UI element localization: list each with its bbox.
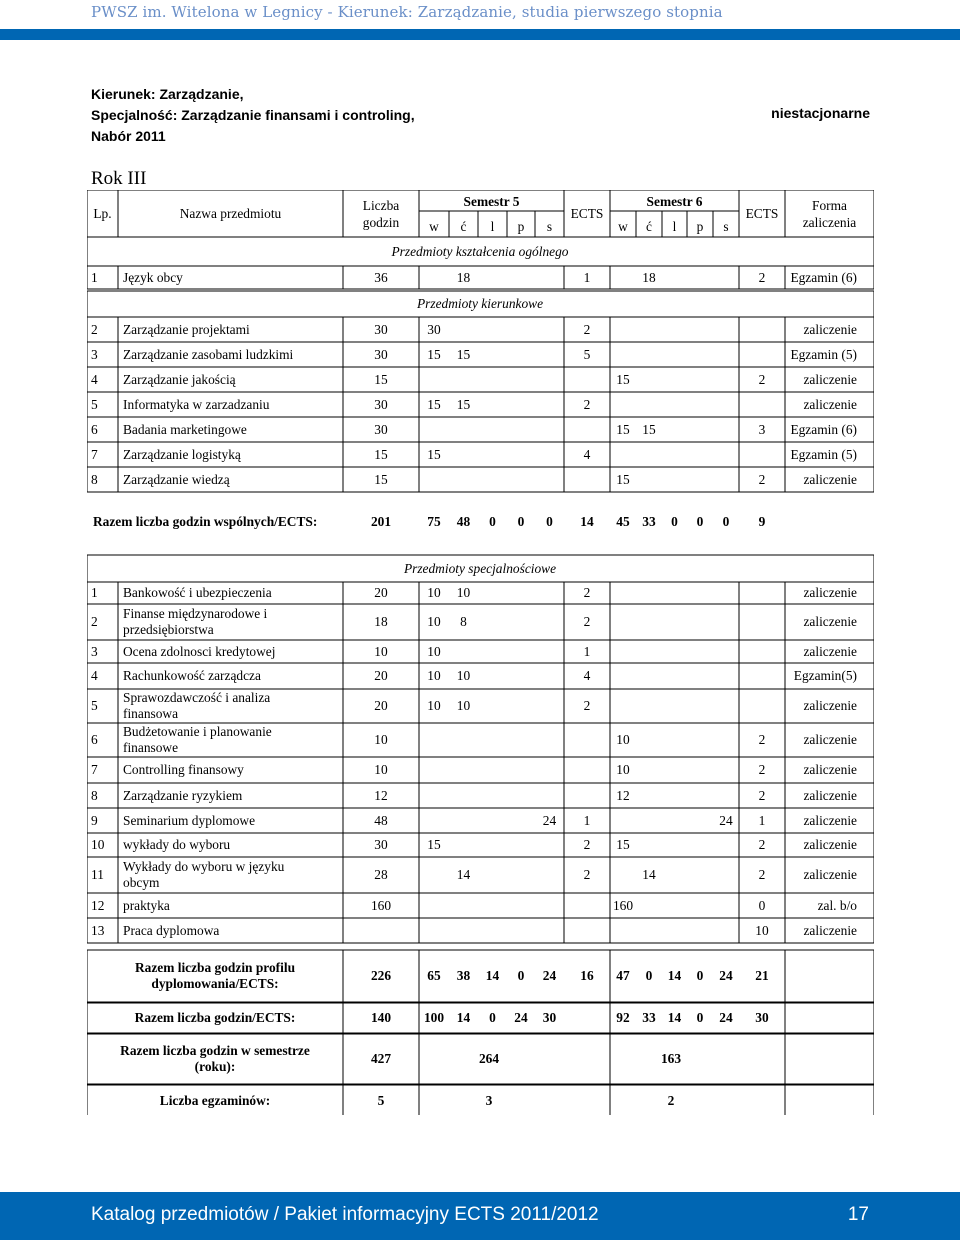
section-specialization: Przedmioty specjalnościowe bbox=[403, 560, 557, 576]
assessment-form: zaliczenie bbox=[803, 643, 857, 659]
subject-name: obcym bbox=[123, 875, 160, 890]
subject-name: Zarządzanie wiedzą bbox=[123, 471, 230, 487]
semester-5-hours: 14 bbox=[485, 968, 500, 983]
subject-name: Rachunkowość zarządcza bbox=[123, 668, 261, 683]
semester-5-hours: 10 bbox=[427, 614, 441, 629]
subject-name: Informatyka w zarzadzaniu bbox=[123, 396, 270, 412]
semester-6-hours: 15 bbox=[616, 837, 630, 852]
assessment-form: Egzamin (5) bbox=[790, 346, 857, 362]
row-number: 8 bbox=[91, 787, 98, 803]
semester-6-hours: 24 bbox=[719, 812, 733, 828]
row-number: 10 bbox=[91, 837, 105, 852]
row-number: 1 bbox=[91, 269, 98, 285]
subject-name: finansowe bbox=[123, 740, 179, 755]
subject-name: finansowa bbox=[123, 706, 179, 721]
semester-5-hours: 10 bbox=[456, 698, 471, 713]
page-header bbox=[0, 0, 960, 40]
semester-6-hours: 24 bbox=[719, 968, 733, 983]
ects-semester-5: 16 bbox=[580, 968, 594, 983]
semester-6-hours: 45 bbox=[616, 514, 630, 529]
row-number: 3 bbox=[91, 643, 98, 659]
assessment-form: zaliczenie bbox=[803, 396, 857, 412]
semester-6-hours: 10 bbox=[616, 732, 630, 747]
assessment-form: zaliczenie bbox=[803, 614, 857, 629]
semester-5-total: 3 bbox=[485, 1092, 493, 1108]
total-hours: 201 bbox=[370, 514, 392, 529]
total-hours: 140 bbox=[370, 1010, 392, 1025]
row-number: 9 bbox=[91, 812, 98, 828]
subject-name: praktyka bbox=[123, 897, 170, 913]
ects-semester-6: 1 bbox=[758, 812, 766, 828]
total-hours: 30 bbox=[374, 346, 388, 362]
semester-5-hours: 15 bbox=[427, 346, 441, 362]
header-form: zaliczenia bbox=[802, 215, 857, 230]
page-number: 17 bbox=[847, 1204, 869, 1225]
header-hours: Liczba bbox=[362, 198, 400, 213]
ects-semester-5: 4 bbox=[583, 668, 591, 683]
row-number: 2 bbox=[91, 321, 98, 337]
ects-semester-5: 2 bbox=[583, 698, 591, 713]
row-number: 7 bbox=[91, 762, 98, 777]
semester-5-hours: 10 bbox=[427, 698, 441, 713]
assessment-form: zaliczenie bbox=[803, 321, 857, 337]
ects-semester-5: 14 bbox=[580, 514, 594, 529]
semester-6-hours: 33 bbox=[642, 1010, 656, 1025]
total-label: Liczba egzaminów: bbox=[159, 1092, 271, 1108]
study-mode: niestacjonarne bbox=[771, 105, 870, 121]
semester-5-hours: 8 bbox=[460, 614, 467, 629]
semester-6-hours: 160 bbox=[612, 897, 634, 913]
total-hours: 427 bbox=[370, 1051, 392, 1066]
assessment-form: zaliczenie bbox=[803, 837, 857, 852]
total-hours: 5 bbox=[377, 1092, 385, 1108]
semester-5-hours: 0 bbox=[546, 514, 553, 529]
total-hours: 10 bbox=[374, 643, 388, 659]
semester-6-hours: 0 bbox=[671, 514, 678, 529]
subject-name: Wykłady do wyboru w języku bbox=[123, 859, 285, 874]
assessment-form: zaliczenie bbox=[803, 698, 857, 713]
total-hours: 48 bbox=[374, 812, 388, 828]
assessment-form: zaliczenie bbox=[803, 585, 857, 600]
subject-name: Zarządzanie zasobami ludzkimi bbox=[123, 346, 294, 362]
total-hours: 30 bbox=[374, 837, 388, 852]
subject-name: Ocena zdolnosci kredytowej bbox=[123, 643, 276, 659]
semester-6-hours: 10 bbox=[616, 762, 630, 777]
header-semester-6: Semestr 6 bbox=[646, 194, 703, 209]
total-hours: 20 bbox=[374, 668, 388, 683]
semester-5-hours: 24 bbox=[514, 1010, 528, 1025]
ects-semester-6: 2 bbox=[758, 371, 766, 387]
header-sub-column: s bbox=[546, 219, 553, 234]
ects-semester-5: 2 bbox=[583, 837, 591, 852]
intake-line: Nabór 2011 bbox=[91, 128, 166, 144]
semester-6-hours: 15 bbox=[616, 371, 630, 387]
header-sub-column: s bbox=[723, 219, 729, 234]
ects-semester-6: 3 bbox=[758, 421, 766, 437]
ects-semester-5: 2 bbox=[583, 867, 591, 882]
assessment-form: zaliczenie bbox=[803, 787, 857, 803]
semester-5-hours: 38 bbox=[456, 968, 471, 983]
total-hours: 18 bbox=[374, 614, 388, 629]
semester-5-hours: 0 bbox=[517, 968, 525, 983]
semester-6-hours: 15 bbox=[642, 421, 656, 437]
total-label: (roku): bbox=[194, 1059, 236, 1074]
ects-semester-6: 30 bbox=[755, 1010, 769, 1025]
total-hours: 15 bbox=[374, 371, 388, 387]
ects-semester-6: 9 bbox=[758, 514, 766, 529]
ects-semester-5: 1 bbox=[583, 643, 591, 659]
semester-6-hours: 12 bbox=[616, 787, 630, 803]
semester-5-hours: 15 bbox=[456, 396, 471, 412]
row-number: 7 bbox=[91, 446, 98, 462]
page-footer bbox=[0, 1192, 960, 1240]
total-label: dyplomowania/ECTS: bbox=[151, 976, 279, 991]
subject-name: przedsiębiorstwa bbox=[123, 622, 214, 637]
ects-semester-6: 2 bbox=[758, 471, 766, 487]
subject-name: Zarządzanie projektami bbox=[123, 321, 250, 337]
semester-6-hours: 0 bbox=[722, 514, 730, 529]
curriculum-table bbox=[87, 190, 874, 1115]
semester-6-hours: 15 bbox=[616, 471, 630, 487]
total-hours: 226 bbox=[370, 968, 392, 983]
ects-semester-6: 2 bbox=[758, 837, 766, 852]
total-hours: 36 bbox=[374, 269, 388, 285]
ects-semester-5: 1 bbox=[583, 812, 591, 828]
assessment-form: zaliczenie bbox=[803, 812, 857, 828]
row-number: 4 bbox=[91, 371, 98, 387]
assessment-form: zaliczenie bbox=[803, 371, 857, 387]
header-form: Forma bbox=[812, 198, 847, 213]
subject-name: Controlling finansowy bbox=[123, 762, 244, 777]
semester-5-hours: 10 bbox=[427, 668, 441, 683]
ects-semester-6: 21 bbox=[755, 968, 769, 983]
common-total-label: Razem liczba godzin wspólnych/ECTS: bbox=[93, 514, 318, 529]
assessment-form: zaliczenie bbox=[803, 922, 857, 938]
footer-text: Katalog przedmiotów / Pakiet informacyjny ECTS 2011/2012 bbox=[91, 1204, 599, 1225]
row-number: 4 bbox=[91, 668, 98, 683]
total-hours: 160 bbox=[370, 897, 392, 913]
ects-semester-6: 0 bbox=[758, 897, 766, 913]
assessment-form: zaliczenie bbox=[803, 471, 857, 487]
ects-semester-6: 2 bbox=[758, 787, 766, 803]
semester-6-hours: 18 bbox=[642, 269, 656, 285]
total-hours: 30 bbox=[374, 396, 388, 412]
row-number: 1 bbox=[91, 585, 98, 600]
total-label: Razem liczba godzin profilu bbox=[134, 960, 296, 975]
row-number: 5 bbox=[91, 698, 98, 713]
semester-5-hours: 10 bbox=[456, 585, 471, 600]
row-number: 3 bbox=[91, 346, 98, 362]
semester-5-hours: 15 bbox=[456, 346, 471, 362]
total-hours: 30 bbox=[374, 321, 388, 337]
semester-6-hours: 24 bbox=[719, 1010, 733, 1025]
ects-semester-6: 2 bbox=[758, 269, 766, 285]
semester-5-hours: 15 bbox=[427, 446, 441, 462]
ects-semester-6: 2 bbox=[758, 867, 766, 882]
header-hours: godzin bbox=[362, 215, 400, 230]
semester-6-hours: 14 bbox=[642, 867, 656, 882]
subject-name: Zarządzanie jakością bbox=[123, 371, 236, 387]
semester-6-hours: 47 bbox=[616, 968, 630, 983]
row-number: 12 bbox=[91, 897, 105, 913]
total-hours: 10 bbox=[374, 732, 388, 747]
semester-5-hours: 30 bbox=[542, 1010, 557, 1025]
semester-5-hours: 48 bbox=[456, 514, 471, 529]
assessment-form: zaliczenie bbox=[803, 867, 857, 882]
subject-name: wykłady do wyboru bbox=[123, 837, 231, 852]
program-info bbox=[91, 84, 415, 147]
ects-semester-6: 2 bbox=[758, 732, 766, 747]
semester-6-hours: 92 bbox=[616, 1010, 630, 1025]
semester-5-hours: 65 bbox=[427, 968, 441, 983]
header-title: PWSZ im. Witelona w Legnicy - Kierunek: Zarządzanie, studia pierwszego stopnia bbox=[91, 3, 723, 21]
row-number: 5 bbox=[91, 396, 98, 412]
semester-5-hours: 10 bbox=[427, 585, 441, 600]
program-line: Kierunek: Zarządzanie, bbox=[91, 86, 244, 102]
semester-5-hours: 14 bbox=[456, 1010, 471, 1025]
semester-6-hours: 0 bbox=[696, 514, 704, 529]
semester-6-hours: 33 bbox=[642, 514, 656, 529]
semester-5-total: 264 bbox=[478, 1051, 500, 1066]
semester-5-hours: 75 bbox=[427, 514, 441, 529]
header-ects-5: ECTS bbox=[570, 206, 604, 221]
semester-6-hours: 14 bbox=[667, 968, 682, 983]
assessment-form: Egzamin (6) bbox=[790, 421, 857, 437]
assessment-form: zaliczenie bbox=[803, 762, 857, 777]
subject-name: Zarządzanie logistyką bbox=[123, 446, 241, 462]
subject-name: Język obcy bbox=[123, 269, 183, 285]
semester-6-total: 2 bbox=[667, 1092, 675, 1108]
ects-semester-6: 2 bbox=[758, 762, 766, 777]
header-sub-column: l bbox=[490, 219, 495, 234]
header-sub-column: l bbox=[672, 219, 677, 234]
header-sub-column: ć bbox=[460, 219, 467, 234]
assessment-form: Egzamin(5) bbox=[793, 668, 857, 683]
total-label: Razem liczba godzin/ECTS: bbox=[134, 1010, 296, 1025]
subject-name: Sprawozdawczość i analiza bbox=[123, 690, 271, 705]
subject-name: Badania marketingowe bbox=[123, 421, 247, 437]
semester-5-hours: 14 bbox=[456, 867, 471, 882]
semester-6-hours: 0 bbox=[696, 968, 704, 983]
semester-6-hours: 0 bbox=[696, 1010, 704, 1025]
total-hours: 20 bbox=[374, 698, 388, 713]
semester-6-total: 163 bbox=[660, 1051, 682, 1066]
semester-5-hours: 100 bbox=[423, 1010, 445, 1025]
semester-5-hours: 15 bbox=[427, 837, 441, 852]
total-hours: 20 bbox=[374, 585, 388, 600]
header-sub-column: w bbox=[429, 219, 439, 234]
header-sub-column: w bbox=[618, 219, 628, 234]
ects-semester-5: 2 bbox=[583, 614, 591, 629]
row-number: 13 bbox=[91, 922, 105, 938]
subject-name: Bankowość i ubezpieczenia bbox=[123, 585, 272, 600]
header-subject-name: Nazwa przedmiotu bbox=[179, 206, 282, 221]
assessment-form: zaliczenie bbox=[803, 732, 857, 747]
header-lp: Lp. bbox=[93, 206, 112, 221]
semester-5-hours: 0 bbox=[489, 514, 496, 529]
row-number: 6 bbox=[91, 421, 98, 437]
semester-5-hours: 10 bbox=[456, 668, 471, 683]
semester-5-hours: 0 bbox=[517, 514, 525, 529]
row-number: 8 bbox=[91, 471, 98, 487]
header-sub-column: ć bbox=[646, 219, 652, 234]
total-hours: 10 bbox=[374, 762, 388, 777]
assessment-form: zal. b/o bbox=[817, 897, 857, 913]
row-number: 11 bbox=[91, 867, 104, 882]
ects-semester-5: 4 bbox=[583, 446, 591, 462]
semester-6-hours: 14 bbox=[667, 1010, 682, 1025]
row-number: 6 bbox=[91, 732, 98, 747]
assessment-form: Egzamin (6) bbox=[790, 269, 857, 285]
section-major: Przedmioty kierunkowe bbox=[416, 296, 544, 311]
subject-name: Praca dyplomowa bbox=[123, 922, 220, 938]
semester-5-hours: 15 bbox=[427, 396, 441, 412]
subject-name: Budżetowanie i planowanie bbox=[123, 724, 272, 739]
header-sub-column: p bbox=[696, 219, 704, 234]
total-hours: 28 bbox=[374, 867, 388, 882]
semester-6-hours: 15 bbox=[616, 421, 630, 437]
semester-5-hours: 24 bbox=[542, 812, 557, 828]
semester-6-hours: 0 bbox=[645, 968, 653, 983]
ects-semester-5: 2 bbox=[583, 396, 591, 412]
total-hours: 15 bbox=[374, 471, 388, 487]
header-semester-5: Semestr 5 bbox=[463, 194, 520, 209]
semester-5-hours: 10 bbox=[427, 643, 441, 659]
semester-5-hours: 30 bbox=[427, 321, 441, 337]
total-hours: 30 bbox=[374, 421, 388, 437]
ects-semester-5: 2 bbox=[583, 321, 591, 337]
total-hours: 15 bbox=[374, 446, 388, 462]
header-sub-column: p bbox=[517, 219, 525, 234]
year-title: Rok III bbox=[91, 168, 147, 189]
assessment-form: Egzamin (5) bbox=[790, 446, 857, 462]
total-label: Razem liczba godzin w semestrze bbox=[120, 1043, 310, 1058]
ects-semester-5: 2 bbox=[583, 585, 591, 600]
row-number: 2 bbox=[91, 614, 98, 629]
subject-name: Zarządzanie ryzykiem bbox=[123, 787, 243, 803]
section-general: Przedmioty kształcenia ogólnego bbox=[391, 243, 569, 259]
total-hours: 12 bbox=[374, 787, 388, 803]
header-bar bbox=[0, 29, 960, 40]
header-ects-6: ECTS bbox=[745, 206, 779, 221]
ects-semester-5: 5 bbox=[583, 346, 591, 362]
subject-name: Finanse międzynarodowe i bbox=[123, 606, 268, 621]
subject-name: Seminarium dyplomowe bbox=[123, 812, 256, 828]
ects-semester-6: 10 bbox=[755, 922, 769, 938]
semester-5-hours: 24 bbox=[542, 968, 557, 983]
specialization-line: Specjalność: Zarządzanie finansami i controling, bbox=[91, 107, 415, 123]
ects-semester-5: 1 bbox=[583, 269, 591, 285]
semester-5-hours: 18 bbox=[456, 269, 471, 285]
semester-5-hours: 0 bbox=[489, 1010, 496, 1025]
